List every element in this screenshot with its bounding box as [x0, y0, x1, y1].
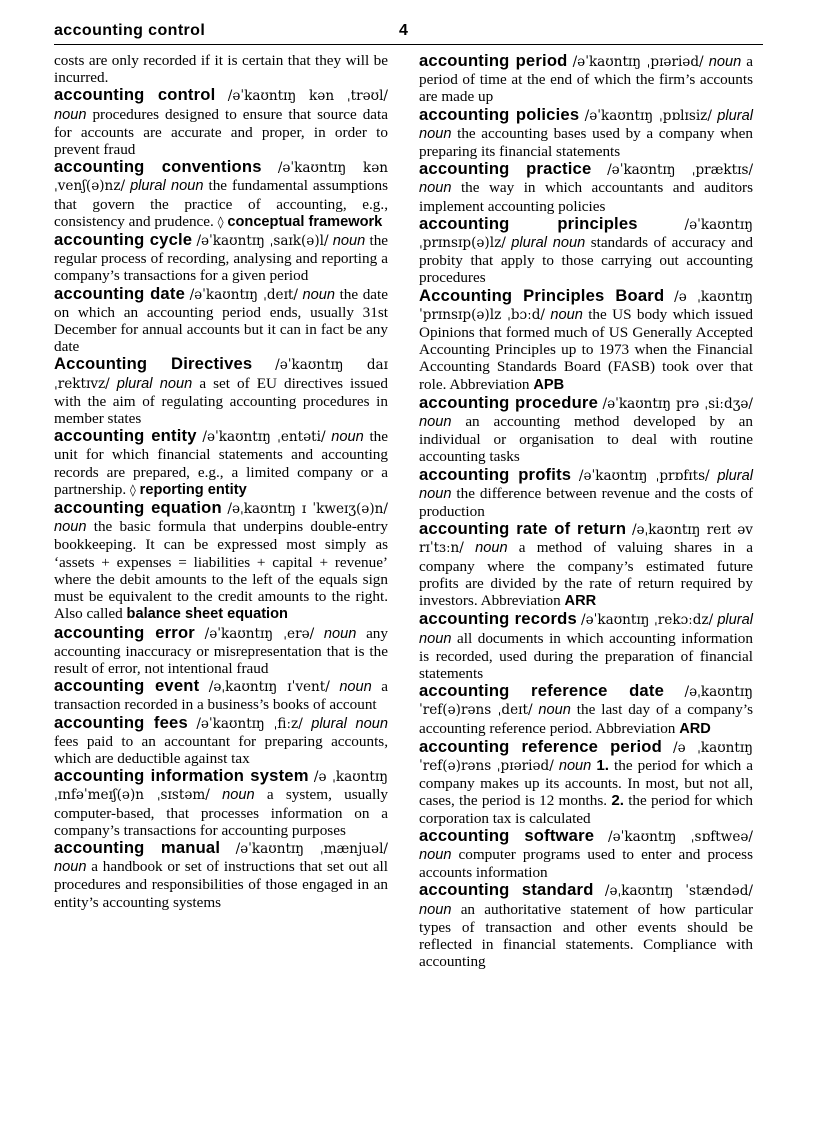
definition: the last day of a company’s accounting reference period. Abbreviation — [419, 701, 753, 737]
headword: Accounting Directives — [54, 354, 253, 374]
part-of-speech: plural noun — [419, 612, 754, 647]
part-of-speech: noun — [419, 180, 452, 197]
pronunciation: /əˈkaʊntɪŋ ˌsaɪk(ə)l/ — [196, 233, 329, 250]
definition: a set of EU directives issued with the aim of regulating accounting procedures in member states — [54, 374, 389, 428]
headword: accounting rate of return — [419, 519, 627, 539]
pronunciation: /ə ˌkaʊntɪŋ ˌɪnfəˈmeɪʃ(ə)n ˌsɪstəm/ — [54, 769, 388, 804]
definition: the accounting bases used by a company when preparing its financial statements — [419, 124, 753, 161]
running-head — [54, 22, 763, 45]
part-of-speech: plural noun — [419, 107, 753, 142]
headword: accounting entity — [54, 426, 197, 446]
definition: the fundamental assumptions that govern the practice of accounting, e.g., consistency and prudence. — [54, 177, 389, 230]
entry-accounting-software — [419, 827, 753, 882]
cross-reference-icon: ◊ — [217, 214, 224, 229]
part-of-speech: noun — [339, 679, 372, 696]
cross-reference: ARR — [564, 593, 597, 610]
part-of-speech: noun — [331, 429, 364, 446]
definition: the difference between revenue and the costs of production — [419, 484, 754, 521]
entry-accounting-policies — [419, 106, 753, 161]
headword: accounting fees — [54, 712, 188, 732]
part-of-speech: plural noun — [419, 467, 754, 502]
headword: accounting practice — [419, 159, 592, 179]
entry-accounting-conventions — [54, 158, 388, 231]
part-of-speech: noun — [54, 859, 87, 876]
entry-accounting-reference-period — [419, 738, 753, 827]
headword: accounting procedure — [419, 392, 598, 412]
definition: any accounting inaccuracy or misrepresentation that is the result of error, not intentional fraud — [54, 624, 388, 677]
entry-accounting-cycle — [54, 231, 388, 285]
definition: a method of valuing shares in a company where the company’s estimated future profits are divided by the rate of return required by investors. Abbreviation — [419, 539, 753, 610]
part-of-speech: noun — [419, 846, 452, 863]
part-of-speech: plural noun — [130, 178, 204, 195]
entry-accounting-reference-date — [419, 682, 753, 738]
definition: the way in which accountants and auditors implement accounting policies — [419, 179, 754, 215]
pronunciation: /əˌkaʊntɪŋ ˈstændəd/ — [604, 883, 753, 900]
pronunciation: /əˈkaʊntɪŋ prə ˌsiːdʒə/ — [602, 395, 754, 412]
entry-accounting-profits — [419, 466, 753, 521]
definition: an authoritative statement of how particular types of transaction and other events should be reflected in financial statements. Compliance with accounting — [419, 900, 754, 971]
definition: the US body which issued Opinions that formed much of US Generally Accepted Accounting Principles up to 1973 when the Financial Accounting Standards Board (FASB) took over that role. Abbreviation — [419, 305, 754, 393]
part-of-speech: plural noun — [116, 375, 193, 392]
pronunciation: /əˈkaʊntɪŋ ˌprɒfɪts/ — [578, 467, 710, 484]
entry-accounting-principles-board — [419, 287, 753, 394]
part-of-speech: noun — [538, 702, 571, 719]
pronunciation: /əˌkaʊntɪŋ ɪ ˈkweɪʒ(ə)n/ — [227, 501, 388, 518]
pronunciation: /əˈkaʊntɪŋ ˌdeɪt/ — [189, 286, 298, 303]
headword: accounting control — [54, 85, 216, 105]
part-of-speech: noun — [323, 625, 357, 642]
entry-accounting-entity — [54, 427, 388, 499]
headword: accounting date — [54, 283, 185, 303]
entry-accounting-procedure — [419, 394, 753, 466]
headword: accounting information system — [54, 766, 309, 786]
pronunciation: /əˈkaʊntɪŋ kənˌvenʃ(ə)nz/ — [54, 160, 389, 195]
headword: Accounting Principles Board — [419, 285, 665, 305]
part-of-speech: noun — [708, 54, 742, 70]
pronunciation: /əˈkaʊntɪŋ ˌmænjuəl/ — [235, 840, 389, 857]
pronunciation: /əˈkaʊntɪŋ ˌpɪəriəd/ — [572, 54, 704, 70]
cross-reference: APB — [533, 376, 565, 393]
headword: accounting standard — [419, 880, 594, 900]
cross-reference: balance sheet equation — [126, 606, 288, 623]
part-of-speech: noun — [54, 106, 87, 123]
entry-accounting-period — [419, 52, 753, 106]
entry-accounting-records — [419, 610, 753, 682]
part-of-speech: noun — [332, 233, 366, 250]
part-of-speech: plural noun — [311, 715, 389, 732]
definition: the period for which a company makes up its accounts. In most, but not all, cases, the period is 12 months. — [419, 756, 754, 810]
definition: a system, usually computer-based, that processes information on a company’s transactions for accounting purposes — [54, 786, 389, 839]
definition: the period for which corporation tax is calculated — [419, 792, 754, 827]
headword: accounting software — [419, 825, 595, 845]
pronunciation: /əˌkaʊntɪŋ ˈref(ə)rəns ˌdeɪt/ — [419, 684, 753, 719]
headword: accounting profits — [419, 464, 572, 484]
definition: a transaction recorded in a business’s books of account — [54, 678, 388, 714]
headword: accounting reference period — [419, 736, 662, 756]
pronunciation: /əˈkaʊntɪŋ ˌrekɔːdz/ — [580, 612, 714, 629]
entry-accounting-directives — [54, 355, 388, 427]
definition: the regular process of recording, analysing and reporting a company’s transactions for a given period — [54, 232, 389, 285]
part-of-speech: plural noun — [511, 235, 586, 252]
headword: accounting reference date — [419, 681, 665, 701]
definition: costs are only recorded if it is certain that they will be incurred. — [54, 52, 388, 87]
entry-accounting-manual — [54, 839, 388, 911]
running-head-title: accounting control — [54, 22, 206, 39]
headword: accounting policies — [419, 104, 580, 124]
definition: standards of accuracy and probity that apply to those carrying out accounting procedures — [419, 234, 754, 287]
entry-accounting-fees — [54, 714, 388, 768]
entry-accounting-information-system — [54, 767, 388, 839]
entry-accounting-equation — [54, 499, 388, 623]
part-of-speech: noun — [302, 286, 336, 303]
definition: procedures designed to ensure that source data for accounts are accurate and proper, in order to prevent fraud — [54, 105, 388, 159]
left-column — [54, 52, 388, 911]
headword: accounting period — [419, 51, 568, 70]
headword: accounting cycle — [54, 230, 193, 250]
part-of-speech: noun — [419, 414, 452, 431]
headword: accounting records — [419, 609, 577, 629]
headword: accounting conventions — [54, 157, 262, 177]
cross-reference: conceptual framework — [227, 213, 383, 230]
sense-number: 2. — [611, 792, 624, 810]
pronunciation: /əˈkaʊntɪŋ daɪ ˌrektɪvz/ — [54, 357, 388, 392]
pronunciation: /əˌkaʊntɪŋ ɪˈvent/ — [208, 679, 330, 696]
pronunciation: /əˈkaʊntɪŋ kən ˌtrəʊl/ — [227, 88, 389, 105]
pronunciation: /əˌkaʊntɪŋ reɪt əv rɪˈtɜːn/ — [419, 522, 753, 557]
entry-accounting-practice — [419, 160, 753, 215]
pronunciation: /əˈkaʊntɪŋ ˌpɒlɪsiz/ — [584, 107, 712, 124]
part-of-speech: noun — [419, 901, 452, 918]
definition: computer programs used to enter and process accounts information — [419, 845, 753, 882]
right-column — [419, 52, 753, 970]
definition: a period of time at the end of which the firm’s accounts are made up — [419, 53, 754, 106]
entry-accounting-principles — [419, 215, 753, 287]
cross-reference: reporting entity — [139, 481, 247, 498]
entry-accounting-control — [54, 86, 388, 158]
entry-accounting-error — [54, 624, 388, 678]
pronunciation: /əˈkaʊntɪŋ ˌfiːz/ — [196, 715, 303, 732]
definition: all documents in which accounting information is recorded, used during the preparation of financial statements — [419, 629, 753, 682]
headword: accounting principles — [419, 213, 638, 233]
continued-definition — [54, 52, 388, 86]
part-of-speech: noun — [222, 787, 255, 804]
entry-accounting-standard — [419, 881, 753, 970]
page-number: 4 — [399, 22, 408, 39]
definition: the date on which an accounting period ends, usually 31st December for annual accounts but it can in fact be any date — [54, 285, 388, 356]
entry-accounting-event — [54, 677, 388, 713]
headword: accounting event — [54, 676, 200, 696]
entry-accounting-rate-of-return — [419, 520, 753, 610]
pronunciation: /ə ˌkaʊntɪŋ ˈref(ə)rəns ˌpɪəriəd/ — [419, 739, 753, 774]
definition: a handbook or set of instructions that set out all procedures and responsibilities of those engaged in an entity’s accounting systems — [54, 858, 388, 911]
definition: the unit for which financial statements and accounting records are prepared, e.g., a limited company or a partnership. — [54, 428, 388, 498]
part-of-speech: noun — [550, 306, 583, 323]
pronunciation: /əˈkaʊntɪŋ ˌentəti/ — [202, 429, 326, 446]
cross-reference-icon: ◊ — [129, 482, 136, 497]
pronunciation: /əˈkaʊntɪŋ ˌerə/ — [204, 625, 315, 642]
definition: fees paid to an accountant for preparing accounts, which are deductible against tax — [54, 732, 388, 767]
headword: accounting manual — [54, 837, 221, 857]
headword: accounting error — [54, 622, 195, 642]
pronunciation: /əˈkaʊntɪŋ ˌprɪnsɪp(ə)lz/ — [419, 216, 753, 252]
entry-accounting-date — [54, 285, 388, 356]
pronunciation: /ə ˌkaʊntɪŋ ˈprɪnsɪp(ə)lz ˌbɔːd/ — [419, 288, 754, 323]
headword: accounting equation — [54, 498, 222, 518]
sense-number: 1. — [596, 756, 609, 774]
part-of-speech: noun — [54, 519, 87, 536]
part-of-speech: noun — [558, 757, 592, 774]
part-of-speech: noun — [475, 540, 508, 557]
pronunciation: /əˈkaʊntɪŋ ˌsɒftweə/ — [607, 828, 753, 845]
definition: an accounting method developed by an individual or organisation to deal with routine accounting tasks — [419, 413, 753, 466]
cross-reference: ARD — [679, 720, 711, 737]
definition: the basic formula that underpins double-entry bookkeeping. It can be expressed most simply as ‘assets + expenses = liabilities + capital + revenue’ where the debit amounts to the left of the equals sign must be equivalent to the credit amounts to the right. Also called — [54, 518, 389, 623]
pronunciation: /əˈkaʊntɪŋ ˌpræktɪs/ — [607, 162, 754, 179]
